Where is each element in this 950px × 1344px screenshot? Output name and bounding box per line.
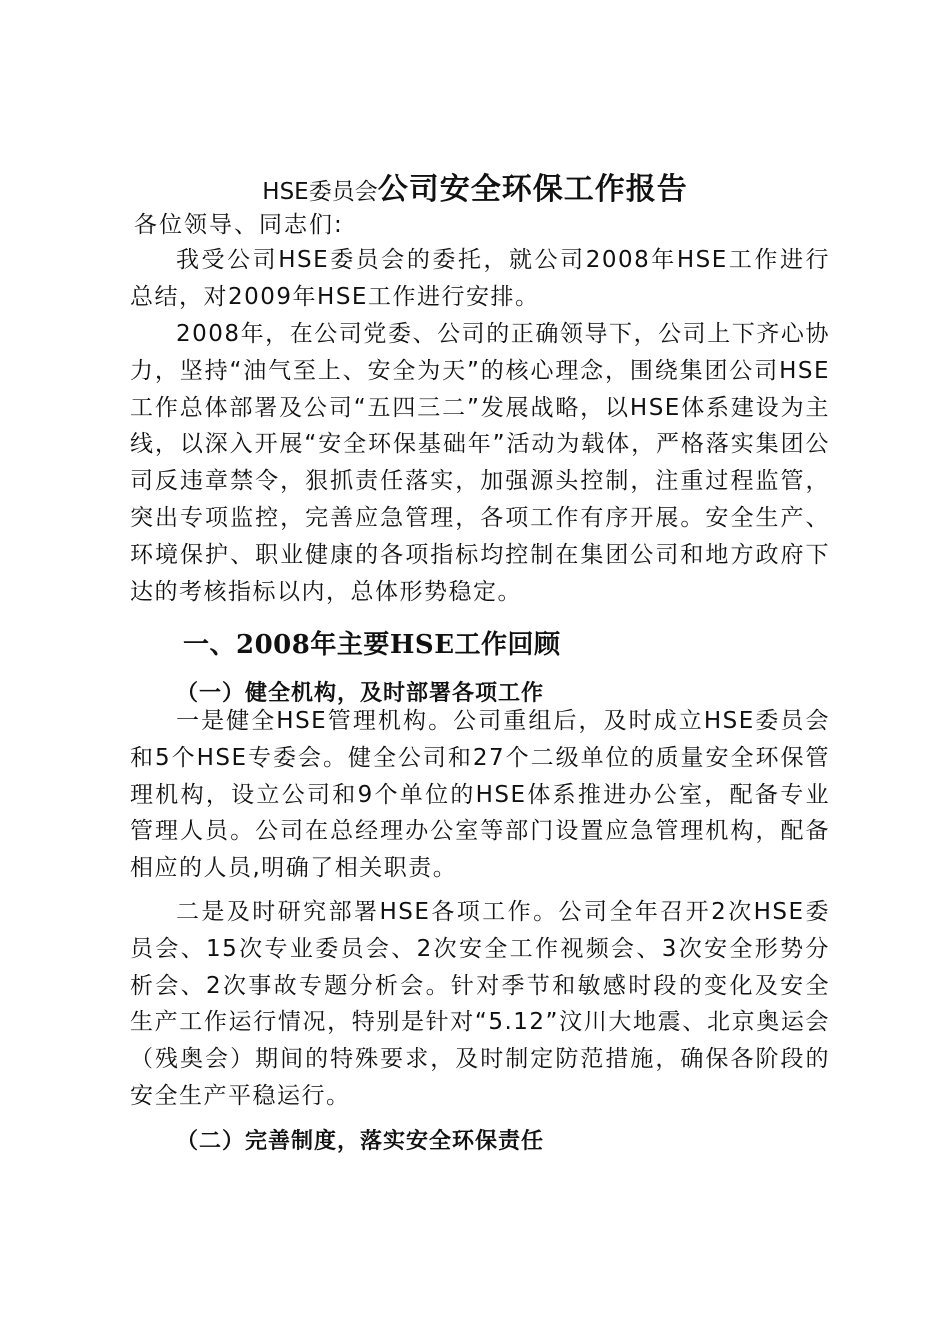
subsection-heading-1: （一）健全机构，及时部署各项工作 [176,681,545,706]
page-title [0,164,950,208]
paragraph-deployment: 二是及时研究部署HSE各项工作。公司全年召开2次HSE委员会、15次专业委员会、2次安全工作视频会、3次安全形势分析会、2次事故专题分析会。针对季节和敏感时段的变化及安全生产工作运行情况，特别是针对“5.12”汶川大地震、北京奥运会（残奥会）期间的特殊要求，及时制定防范措施，确保各阶段的安全生产平稳运行。 [130,899,830,1109]
title-main: 公司安全环保工作报告 [377,172,688,207]
salutation: 各位领导、同志们: [134,212,344,238]
section-heading-1: 一、2008年主要HSE工作回顾 [183,630,561,660]
title-prefix: HSE委员会 [262,179,378,205]
paragraph-intro: 我受公司HSE委员会的委托，就公司2008年HSE工作进行总结，对2009年HSE工作进行安排。 [130,247,830,310]
subsection-heading-2: （二）完善制度，落实安全环保责任 [176,1129,545,1154]
paragraph-summary: 2008年，在公司党委、公司的正确领导下，公司上下齐心协力，坚持“油气至上、安全为天”的核心理念，围绕集团公司HSE工作总体部署及公司“五四三二”发展战略，以HSE体系建设为主线，以深入开展“安全环保基础年”活动为载体，严格落实集团公司反违章禁令，狠抓责任落实，加强源头控制，注重过程监管，突出专项监控，完善应急管理，各项工作有序开展。安全生产、环境保护、职业健康的各项指标均控制在集团公司和地方政府下达的考核指标以内，总体形势稳定。 [130,321,830,605]
paragraph-organization: 一是健全HSE管理机构。公司重组后，及时成立HSE委员会和5个HSE专委会。健全公司和27个二级单位的质量安全环保管理机构，设立公司和9个单位的HSE体系推进办公室，配备专业管理人员。公司在总经理办公室等部门设置应急管理机构，配备相应的人员,明确了相关职责。 [130,708,830,882]
